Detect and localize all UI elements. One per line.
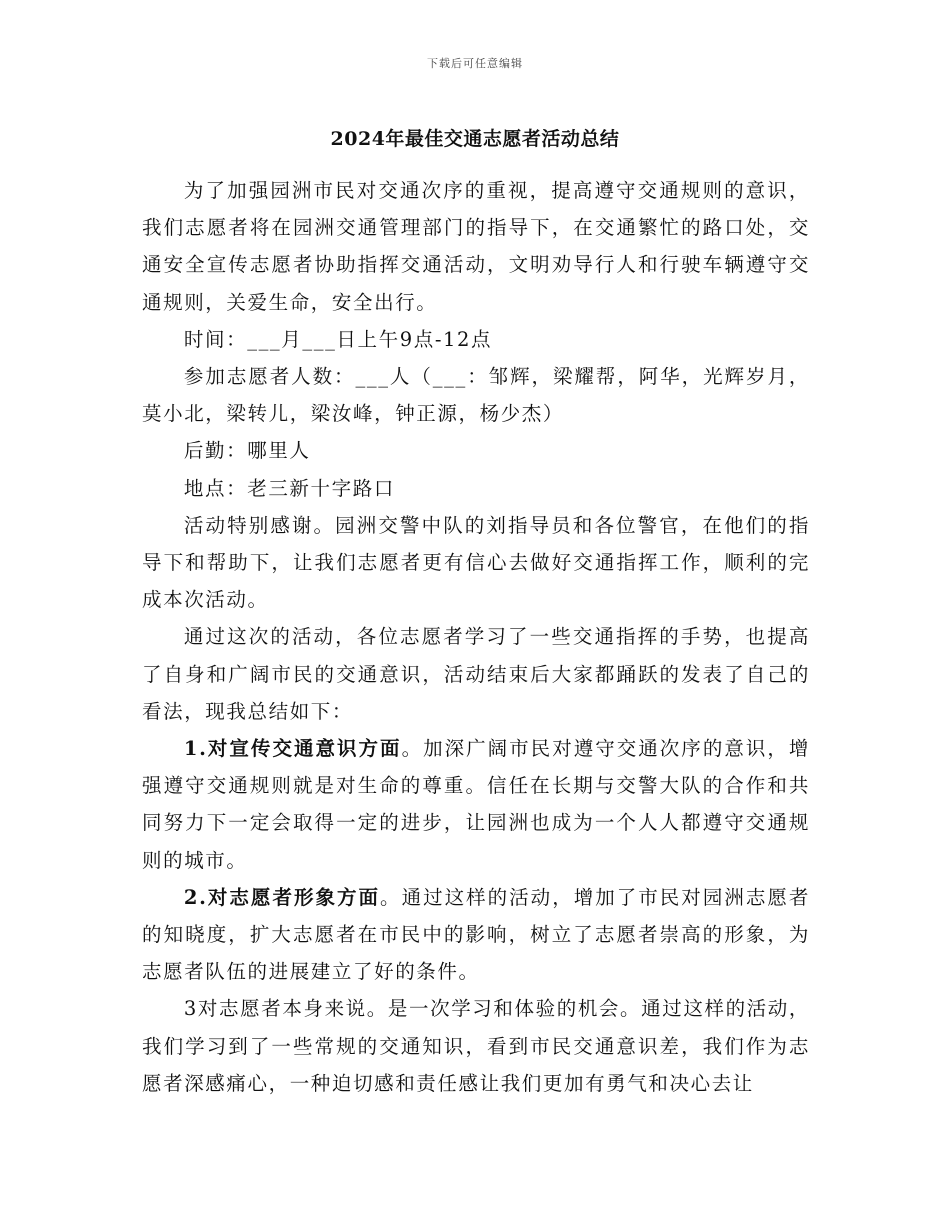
document-body [142, 172, 810, 1102]
time-line: 时间：___月___日上午9点-12点 [183, 327, 493, 351]
logistics-line: 后勤：哪里人 [183, 439, 311, 463]
thanks-paragraph: 活动特别感谢。园洲交警中队的刘指导员和各位警官，在他们的指导下和帮助下，让我们志愿者更有信心去做好交通指挥工作，顺利的完成本次活动。 [142, 513, 810, 612]
header-note: 下载后可任意编辑 [427, 57, 523, 70]
volunteers-paragraph: 参加志愿者人数：___人（___：邹辉，梁耀帮，阿华，光辉岁月，莫小北，梁转儿，梁汝峰，钟正源，杨少杰） [142, 365, 810, 426]
document-title: 2024年最佳交通志愿者活动总结 [330, 128, 620, 150]
summary-intro-paragraph: 通过这次的活动，各位志愿者学习了一些交通指挥的手势，也提高了自身和广阔市民的交通意识，活动结束后大家都踊跃的发表了自己的看法，现我总结如下： [142, 625, 810, 723]
point-2-paragraph [142, 879, 810, 991]
point-1-paragraph [142, 730, 810, 879]
point-2-body: 。通过这样的活动，增加了市民对园洲志愿者的知晓度，扩大志愿者在市民中的影响，树立了志愿者崇高的形象，为志愿者队伍的进展建立了好的条件。 [142, 885, 810, 984]
location-line: 地点：老三新十字路口 [183, 476, 395, 500]
point-3-paragraph: 3对志愿者本身来说。是一次学习和体验的机会。通过这样的活动，我们学习到了一些常规的交通知识，看到市民交通意识差，我们作为志愿者深感痛心，一种迫切感和责任感让我们更加有勇气和决心去让 [142, 997, 810, 1095]
intro-paragraph: 为了加强园洲市民对交通次序的重视，提高遵守交通规则的意识，我们志愿者将在园洲交通管理部门的指导下，在交通繁忙的路口处，交通安全宣传志愿者协助指挥交通活动，文明劝导行人和行驶车辆遵守交通规则，关爱生命，安全出行。 [142, 179, 810, 314]
point-2-heading: 2.对志愿者形象方面 [183, 885, 381, 909]
point-1-heading: 1.对宣传交通意识方面 [183, 737, 402, 761]
point-1-body: 。加深广阔市民对遵守交通次序的意识，增强遵守交通规则就是对生命的尊重。信任在长期与交警大队的合作和共同努力下一定会取得一定的进步，让园洲也成为一个人人都遵守交通规则的城市。 [142, 737, 810, 872]
